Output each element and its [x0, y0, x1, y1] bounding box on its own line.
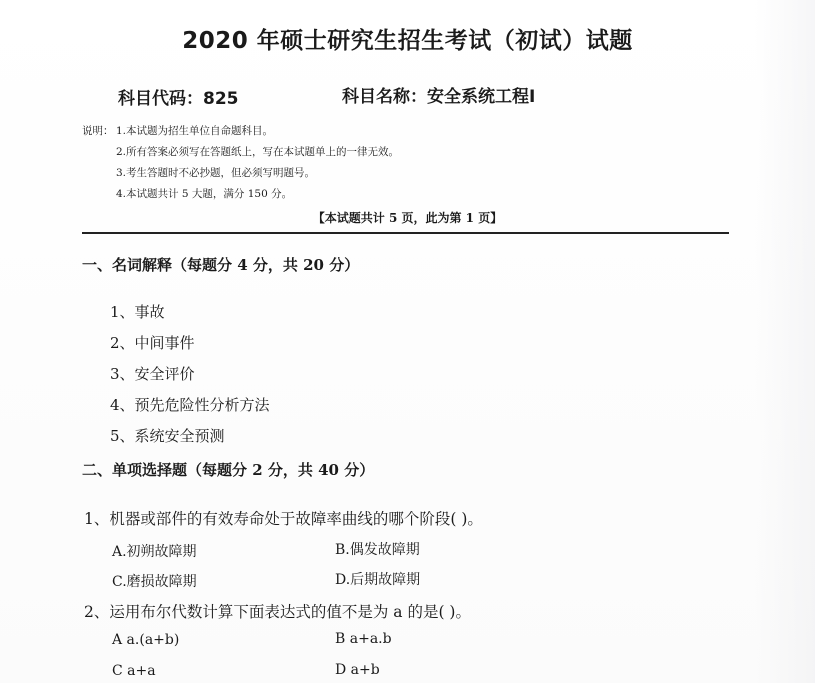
option-c: C.磨损故障期: [112, 574, 197, 590]
term-item: 5、系统安全预测: [110, 427, 225, 445]
exam-title: 2020 年硕士研究生招生考试（初试）试题: [182, 28, 633, 54]
option-a: A a.(a+b): [112, 632, 180, 648]
question-stem: 1、机器或部件的有效寿命处于故障率曲线的哪个阶段( )。: [84, 510, 483, 528]
section-heading-2: 二、单项选择题（每题分 2 分，共 40 分）: [82, 461, 375, 479]
header-divider: [82, 232, 729, 234]
option-b: B.偶发故障期: [335, 542, 420, 558]
instructions-label: 说明：: [82, 125, 114, 137]
instruction-line: [82, 121, 399, 142]
subject-name: 科目名称：安全系统工程Ⅰ: [342, 87, 536, 107]
scan-edge-shadow: [755, 0, 815, 683]
term-item: 3、安全评价: [110, 365, 195, 383]
question-stem: 2、运用布尔代数计算下面表达式的值不是为 a 的是( )。: [84, 603, 471, 621]
instruction-item: 3.考生答题时不必抄题，但必须写明题号。: [116, 167, 316, 179]
option-a: A.初朔故障期: [112, 544, 197, 560]
option-d: D.后期故障期: [335, 572, 421, 588]
option-d: D a+b: [335, 662, 380, 678]
option-b: B a+a.b: [335, 631, 392, 647]
instruction-item: 2.所有答案必须写在答题纸上，写在本试题单上的一律无效。: [116, 146, 400, 158]
instruction-item: 4.本试题共计 5 大题，满分 150 分。: [116, 188, 293, 200]
instructions: [82, 121, 399, 205]
term-item: 2、中间事件: [110, 334, 195, 352]
term-item: 1、事故: [110, 303, 165, 321]
subject-code: 科目代码：825: [118, 89, 239, 109]
page-info: 【本试题共计 5 页，此为第 1 页】: [312, 211, 503, 225]
instruction-item: 1.本试题为招生单位自命题科目。: [116, 125, 274, 137]
option-c: C a+a: [112, 663, 156, 679]
section-heading-1: 一、名词解释（每题分 4 分，共 20 分）: [82, 256, 360, 274]
term-item: 4、预先危险性分析方法: [110, 396, 270, 414]
